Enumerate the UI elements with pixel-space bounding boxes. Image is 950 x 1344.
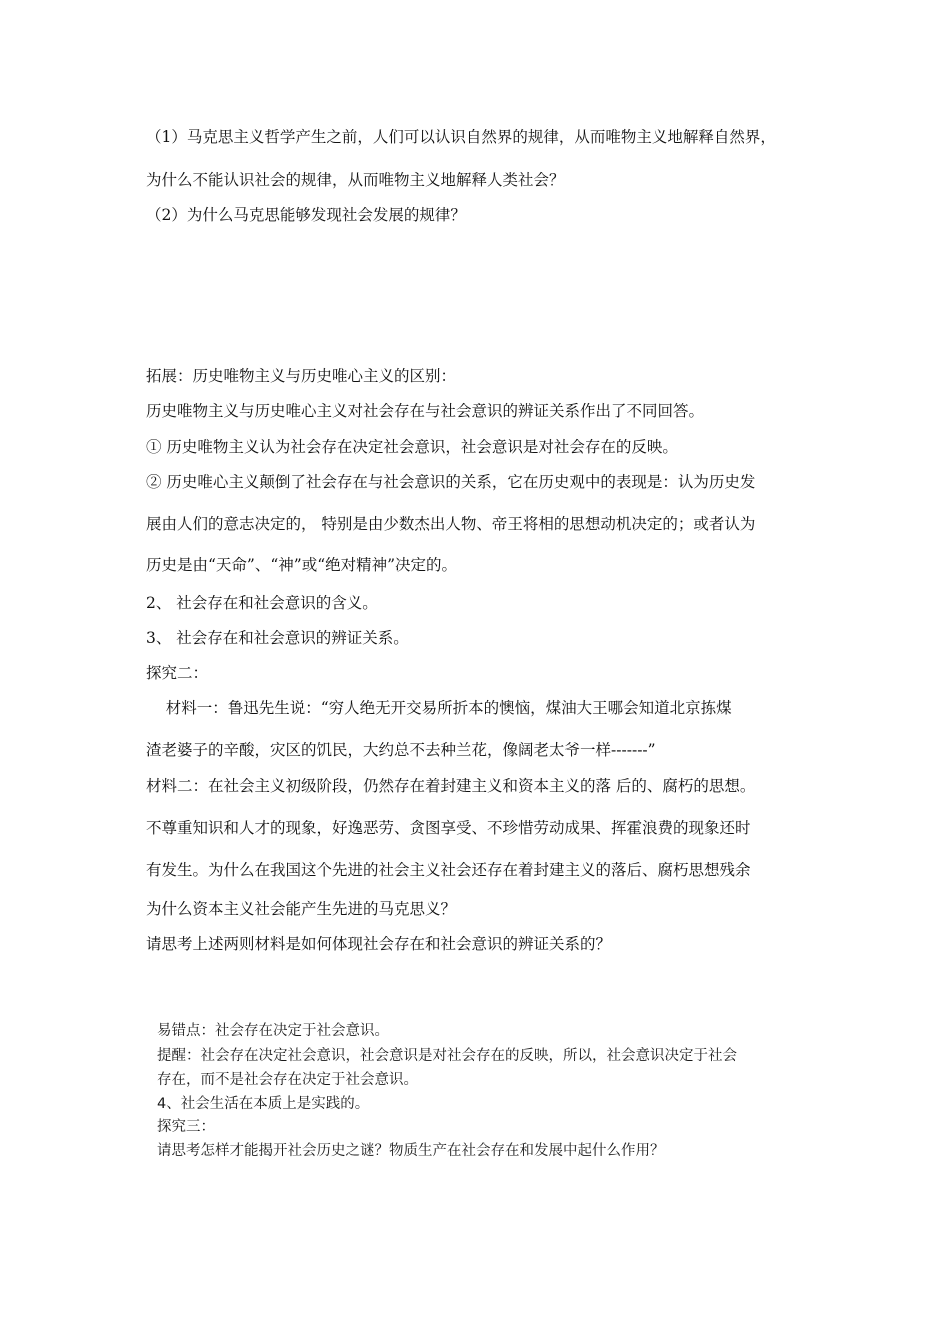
inquiry-3-question: 请思考怎样才能揭开社会历史之谜？物质生产在社会存在和发展中起什么作用？ (157, 1143, 665, 1159)
reflection-question: 请思考上述两则材料是如何体现社会存在和社会意识的辨证关系的？ (146, 935, 612, 953)
inquiry-3-heading: 探究三： (157, 1119, 215, 1135)
extension-point-2-line-1: ② 历史唯心主义颠倒了社会存在与社会意识的关系，它在历史观中的表现是：认为历史发 (146, 473, 756, 491)
question-1-line-2: 为什么不能认识社会的规律，从而唯物主义地解释人类社会？ (146, 171, 565, 189)
extension-point-1: ① 历史唯物主义认为社会存在决定社会意识，社会意识是对社会存在的反映。 (146, 438, 678, 456)
item-3: 3、 社会存在和社会意识的辨证关系。 (146, 629, 409, 647)
question-2: （2）为什么马克思能够发现社会发展的规律？ (146, 206, 466, 224)
extension-intro: 历史唯物主义与历史唯心主义对社会存在与社会意识的辨证关系作出了不同回答。 (146, 402, 705, 420)
question-1-line-1: （1）马克思主义哲学产生之前，人们可以认识自然界的规律，从而唯物主义地解释自然界， (146, 128, 776, 146)
extension-point-2-line-3: 历史是由“天命”、“神”或“绝对精神”决定的。 (146, 556, 458, 574)
reminder-line-2: 存在，而不是社会存在决定于社会意识。 (157, 1072, 418, 1088)
extension-title: 拓展：历史唯物主义与历史唯心主义的区别： (146, 367, 457, 385)
material-1-line-1: 材料一：鲁迅先生说：“穷人绝无开交易所折本的懊恼，煤油大王哪会知道北京拣煤 (146, 699, 732, 717)
material-2-line-4: 为什么资本主义社会能产生先进的马克思义？ (146, 900, 457, 918)
material-1-line-2: 渣老婆子的辛酸，灾区的饥民，大约总不去种兰花，像阔老太爷一样-------” (146, 741, 656, 759)
common-error: 易错点：社会存在决定于社会意识。 (157, 1023, 389, 1039)
reminder-line-1: 提醒：社会存在决定社会意识，社会意识是对社会存在的反映，所以，社会意识决定于社会 (157, 1048, 737, 1064)
material-2-line-2: 不尊重知识和人才的现象，好逸恶劳、贪图享受、不珍惜劳动成果、挥霍浪费的现象还时 (146, 819, 751, 837)
extension-point-2-line-2: 展由人们的意志决定的， 特别是由少数杰出人物、帝王将相的思想动机决定的；或者认为 (146, 515, 756, 533)
inquiry-2-heading: 探究二： (146, 664, 209, 682)
material-2-line-1: 材料二：在社会主义初级阶段，仍然存在着封建主义和资本主义的落 后的、腐朽的思想。 (146, 777, 756, 795)
item-4: 4、社会生活在本质上是实践的。 (157, 1096, 370, 1112)
material-2-line-3: 有发生。为什么在我国这个先进的社会主义社会还存在着封建主义的落后、腐朽思想残余 (146, 861, 751, 879)
item-2: 2、 社会存在和社会意识的含义。 (146, 594, 378, 612)
